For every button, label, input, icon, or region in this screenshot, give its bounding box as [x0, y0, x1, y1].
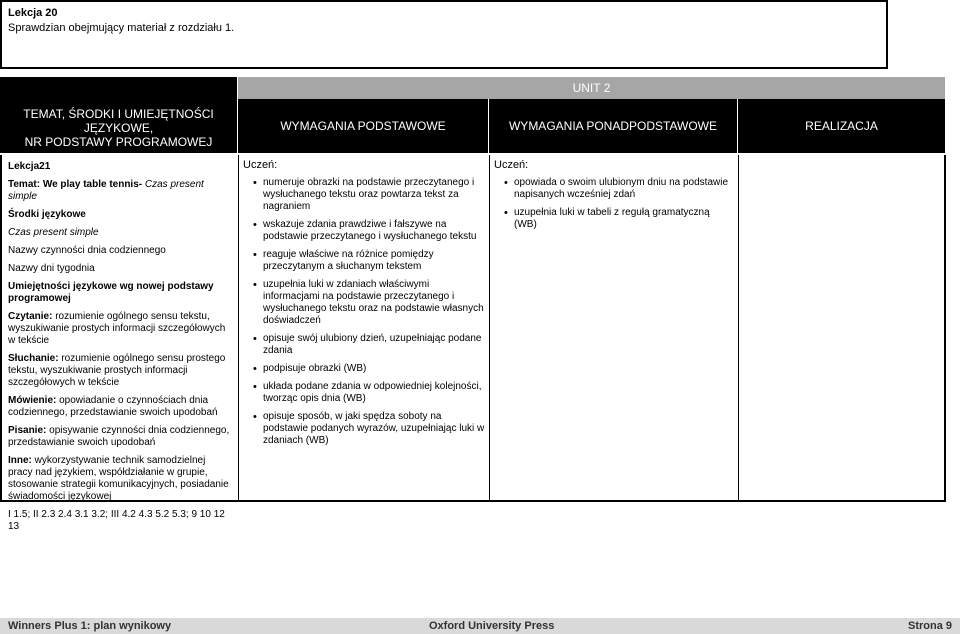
czytanie-label: Czytanie:: [8, 311, 53, 322]
topic-rest: Czas present simple: [8, 179, 204, 202]
sluchanie-line: [8, 353, 232, 389]
page-footer: [0, 618, 960, 634]
footer-left: Winners Plus 1: plan wynikowy: [8, 620, 172, 632]
podstawa-programowa: I 1.5; II 2.3 2.4 3.1 3.2; III 4.2 4.3 5.2 5.3; 9 10 12 13: [8, 509, 225, 532]
srodki-item: Czas present simple: [8, 227, 99, 238]
srodki-item: Nazwy dni tygodnia: [8, 263, 95, 274]
list-item: • podpisuje obrazki (WB): [243, 363, 485, 375]
list-item: • uzupełnia luki w tabeli z regułą gramatyczną (WB): [494, 207, 734, 231]
lesson-subtitle: Sprawdzian obejmujący materiał z rozdziału 1.: [8, 22, 235, 34]
czytanie-line: [8, 311, 232, 347]
inne-line: [8, 455, 232, 503]
list-item: • opowiada o swoim ulubionym dniu na podstawie napisanych wcześniej zdań: [494, 177, 734, 201]
basic-requirements-list: [243, 177, 485, 447]
list-item: • reaguje właściwe na różnice pomiędzy przeczytanym a słuchanym tekstem: [243, 249, 485, 273]
unit-bar: UNIT 2: [238, 77, 945, 99]
topic-label: Temat: We play table tennis-: [8, 179, 143, 190]
list-item: • układa podane zdania w odpowiedniej kolejności, tworząc opis dnia (WB): [243, 381, 485, 405]
sluchanie-label: Słuchanie:: [8, 353, 59, 364]
advanced-requirements-list: [494, 177, 734, 231]
inne-text: wykorzystywanie technik samodzielnej pracy nad językiem, współdziałanie w grupie, stosowanie strategii komunikacyjnych, posiadanie świadomości językowej: [8, 455, 229, 502]
realization-cell: [739, 155, 946, 500]
uczen-label: Uczeń:: [243, 159, 278, 171]
lesson-header-box: [0, 0, 888, 69]
lesson-title: Lekcja21: [8, 161, 51, 172]
topic-line: [8, 179, 232, 203]
requirements-table: [0, 155, 946, 532]
col-header-advanced: WYMAGANIA PONADPODSTAWOWE: [489, 99, 737, 153]
srodki-item: Nazwy czynności dnia codziennego: [8, 245, 166, 256]
col-header-topic: [0, 99, 237, 153]
srodki-label: Środki językowe: [8, 209, 86, 220]
col-header-basic: WYMAGANIA PODSTAWOWE: [238, 99, 488, 153]
left-header-top: [0, 77, 237, 99]
czytanie-text: rozumienie ogólnego sensu tekstu, wyszukiwanie prostych informacji szczegółowych w tekście: [8, 311, 226, 346]
uczen-label: Uczeń:: [494, 159, 529, 171]
col-header-topic-line2: JĘZYKOWE,: [83, 121, 154, 135]
col-header-realization: REALIZACJA: [738, 99, 945, 153]
pisanie-label: Pisanie:: [8, 425, 47, 436]
pisanie-line: [8, 425, 232, 449]
umiejetnosci-label: Umiejętności językowe wg nowej podstawy programowej: [8, 281, 214, 304]
advanced-requirements-cell: [490, 155, 739, 500]
list-item: • wskazuje zdania prawdziwe i fałszywe na podstawie przeczytanego i wysłuchanego tekstu: [243, 219, 485, 243]
topic-cell: [2, 155, 239, 532]
list-item: • uzupełnia luki w zdaniach właściwymi informacjami na podstawie przeczytanego i wysłuchanego tekstu oraz na podstawie własnych doświadczeń: [243, 279, 485, 327]
col-header-topic-line1: TEMAT, ŚRODKI I UMIEJĘTNOŚCI: [23, 107, 214, 121]
inne-label: Inne:: [8, 455, 32, 466]
list-item: • opisuje swój ulubiony dzień, uzupełniając podane zdania: [243, 333, 485, 357]
mowienie-label: Mówienie:: [8, 395, 57, 406]
list-item: • numeruje obrazki na podstawie przeczytanego i wysłuchanego tekstu oraz powtarza tekst za nagraniem: [243, 177, 485, 213]
footer-center: Oxford University Press: [429, 620, 555, 632]
list-item: • opisuje sposób, w jaki spędza soboty na podstawie podanych wyrazów, uzupełniając luki w zdaniach (WB): [243, 411, 485, 447]
mowienie-text: opowiadanie o czynnościach dnia codziennego, przedstawianie swoich upodobań: [8, 395, 218, 418]
page-number: Strona 9: [907, 620, 952, 632]
pisanie-text: opisywanie czynności dnia codziennego, przedstawianie swoich upodobań: [8, 425, 230, 448]
sluchanie-text: rozumienie ogólnego sensu prostego tekstu, wyszukiwanie prostych informacji szczegółowych w tekście: [8, 353, 226, 388]
lesson-number: Lekcja 20: [8, 7, 58, 19]
col-header-topic-line3: NR PODSTAWY PROGRAMOWEJ: [24, 135, 213, 149]
mowienie-line: [8, 395, 232, 419]
basic-requirements-cell: [239, 155, 490, 500]
